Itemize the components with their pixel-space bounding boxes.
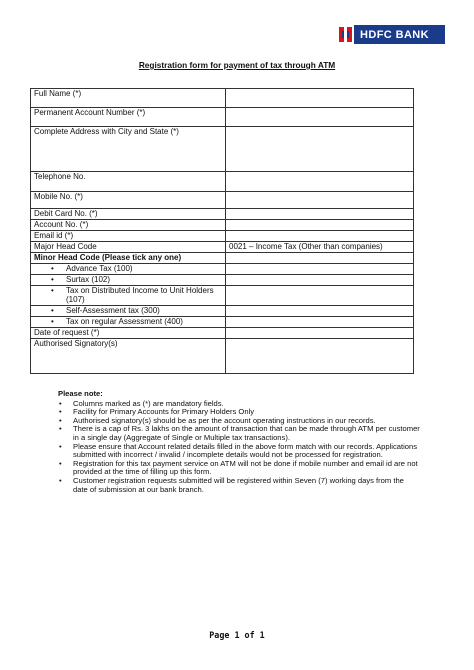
table-row — [31, 253, 414, 264]
hdfc-bank-logo — [337, 25, 445, 44]
table-row — [31, 242, 414, 253]
tick-box-surtax[interactable] — [226, 275, 414, 286]
full-name-label: Full Name (*) — [31, 89, 226, 108]
bullet-icon: • — [59, 415, 62, 425]
account-label: Account No. (*) — [31, 220, 226, 231]
full-name-field[interactable] — [226, 89, 414, 108]
bullet-icon: • — [59, 398, 62, 408]
debit-card-field[interactable] — [226, 209, 414, 220]
page-number: Page 1 of 1 — [209, 630, 265, 640]
bullet-icon: • — [59, 424, 62, 434]
tick-box-advance-tax[interactable] — [226, 264, 414, 275]
notes-list — [58, 400, 420, 495]
address-field[interactable] — [226, 127, 414, 172]
table-row — [31, 192, 414, 209]
list-item: • Registration for this tax payment service on ATM will not be done if mobile number and email id are not provided at the time of filling up this form. — [59, 458, 418, 477]
bullet-icon: • — [59, 407, 62, 417]
minor-head-code-label: Minor Head Code (Please tick any one) — [31, 253, 226, 264]
address-label: Complete Address with City and State (*) — [31, 127, 226, 172]
bullet-icon: • — [51, 275, 54, 284]
pan-field[interactable] — [226, 108, 414, 127]
table-row — [31, 89, 414, 108]
email-field[interactable] — [226, 231, 414, 242]
table-row — [31, 220, 414, 231]
date-of-request-label: Date of request (*) — [31, 328, 226, 339]
table-row — [31, 328, 414, 339]
account-field[interactable] — [226, 220, 414, 231]
minor-head-self-assessment[interactable]: • Self-Assessment tax (300) — [31, 306, 226, 317]
table-row — [31, 317, 414, 328]
minor-head-advance-tax[interactable]: • Advance Tax (100) — [31, 264, 226, 275]
bank-name: HDFC BANK — [360, 28, 429, 41]
bullet-icon: • — [59, 441, 62, 451]
minor-head-distributed-income[interactable]: • Tax on Distributed Income to Unit Holders (107) — [31, 286, 226, 306]
table-row — [31, 127, 414, 172]
tick-box-regular-assessment[interactable] — [226, 317, 414, 328]
table-row — [31, 231, 414, 242]
table-row — [31, 172, 414, 192]
mobile-field[interactable] — [226, 192, 414, 209]
debit-card-label: Debit Card No. (*) — [31, 209, 226, 220]
hdfc-logo-icon — [337, 25, 354, 44]
bullet-icon: • — [51, 317, 54, 326]
list-item: • Columns marked as (*) are mandatory fields. — [59, 398, 224, 408]
date-of-request-field[interactable] — [226, 328, 414, 339]
pan-label: Permanent Account Number (*) — [31, 108, 226, 127]
bullet-icon: • — [51, 286, 54, 295]
table-row — [31, 286, 414, 306]
bullet-icon: • — [59, 458, 62, 468]
bullet-icon: • — [59, 475, 62, 485]
telephone-label: Telephone No. — [31, 172, 226, 192]
tick-box-distributed-income[interactable] — [226, 286, 414, 306]
table-row — [31, 108, 414, 127]
list-item: • There is a cap of Rs. 3 lakhs on the amount of transaction that can be made through ATM per customer in a single day (Aggregate of Single or Multiple tax transactions). — [59, 424, 420, 442]
major-head-code-value: 0021 – Income Tax (Other than companies) — [226, 242, 414, 253]
minor-head-regular-assessment[interactable]: • Tax on regular Assessment (400) — [31, 317, 226, 328]
list-item: • Facility for Primary Accounts for Primary Holders Only — [59, 407, 255, 417]
minor-head-surtax[interactable]: • Surtax (102) — [31, 275, 226, 286]
table-row — [31, 275, 414, 286]
notes-section — [58, 390, 420, 494]
notes-heading: Please note: — [58, 389, 103, 398]
telephone-field[interactable] — [226, 172, 414, 192]
email-label: Email id (*) — [31, 231, 226, 242]
mobile-label: Mobile No. (*) — [31, 192, 226, 209]
tick-box-self-assessment[interactable] — [226, 306, 414, 317]
bullet-icon: • — [51, 264, 54, 273]
table-row — [31, 339, 414, 374]
list-item: • Customer registration requests submitted will be registered within Seven (7) working days from the date of submission at our bank branch. — [59, 475, 404, 494]
minor-head-code-field — [226, 253, 414, 264]
authorised-signatory-field[interactable] — [226, 339, 414, 374]
bullet-icon: • — [51, 306, 54, 315]
table-row — [31, 264, 414, 275]
major-head-code-label: Major Head Code — [31, 242, 226, 253]
authorised-signatory-label: Authorised Signatory(s) — [31, 339, 226, 374]
form-title: Registration form for payment of tax through ATM — [138, 60, 336, 70]
table-row — [31, 306, 414, 317]
table-row — [31, 209, 414, 220]
list-item: • Authorised signatory(s) should be as per the account operating instructions in our records. — [59, 415, 376, 425]
registration-form-table — [30, 88, 414, 374]
list-item: • Please ensure that Account related details filled in the above form match with our records. Applications submitted with incorrect / invalid / incomplete details would not be processed for registration. — [59, 441, 418, 460]
